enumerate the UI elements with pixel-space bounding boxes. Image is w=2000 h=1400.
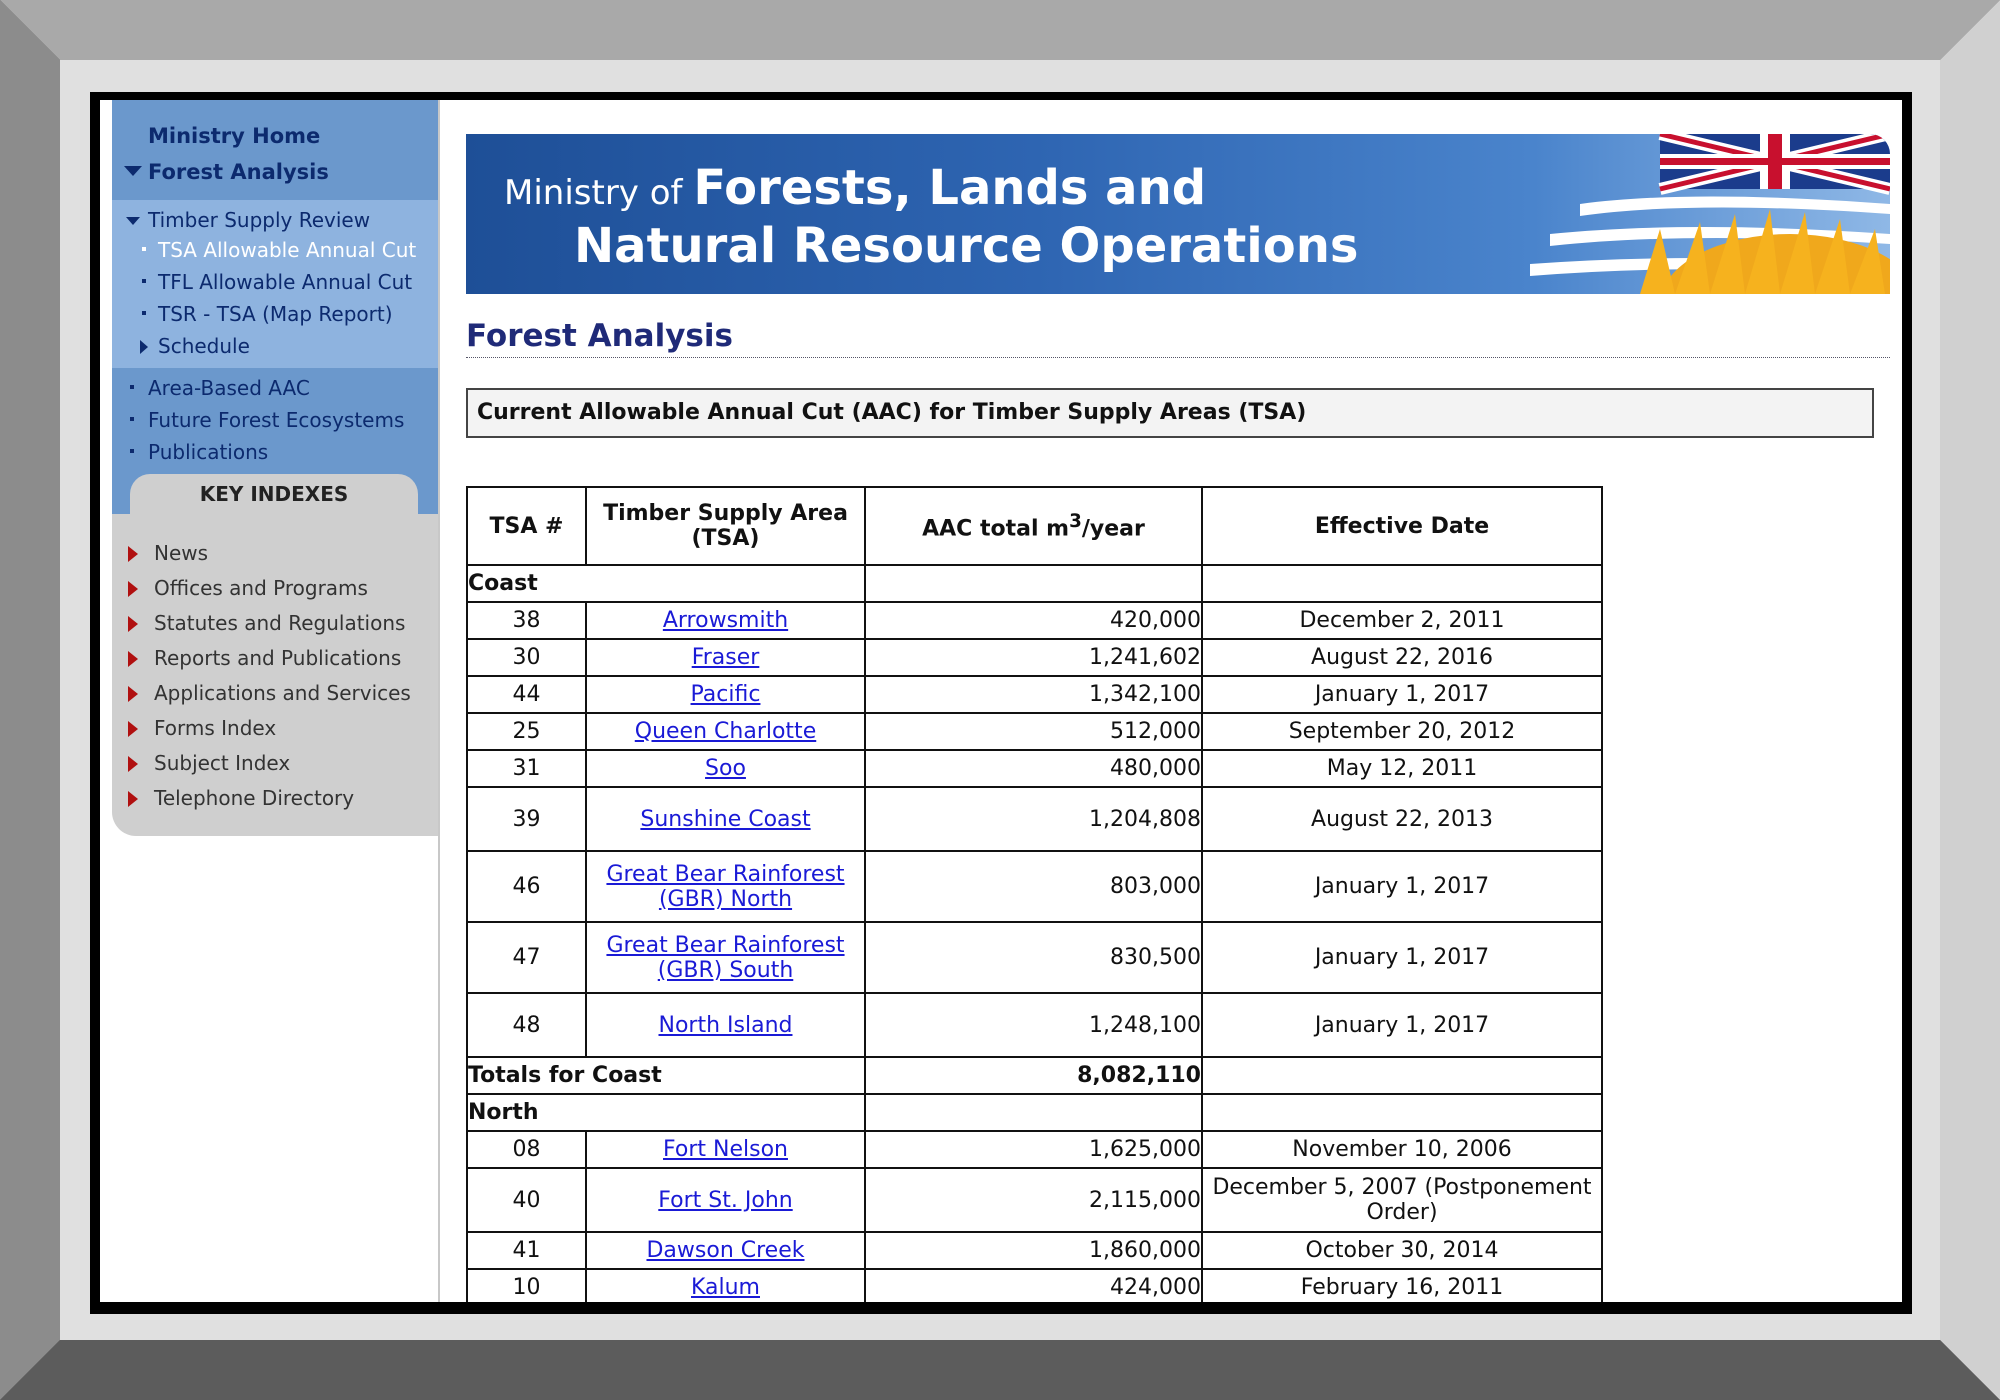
cell-date: January 1, 2017	[1202, 922, 1602, 993]
cell-date: January 1, 2017	[1202, 993, 1602, 1057]
sidebar-item-publications[interactable]	[112, 436, 438, 468]
arrow-right-icon	[128, 791, 138, 807]
cell-area-name	[586, 602, 865, 639]
tsa-link[interactable]: Fort St. John	[658, 1187, 793, 1213]
key-index-applications[interactable]	[112, 676, 438, 711]
cell-tsa-number: 08	[467, 1131, 586, 1168]
caret-down-icon	[126, 217, 140, 225]
key-index-label: Offices and Programs	[154, 576, 368, 600]
key-index-label: Subject Index	[154, 751, 291, 775]
sidebar-item-label: Schedule	[158, 334, 250, 358]
tsa-link[interactable]: Dawson Creek	[646, 1238, 805, 1263]
table-row	[467, 922, 1602, 993]
bullet-icon	[130, 417, 134, 421]
sidebar-subnav	[112, 200, 438, 368]
key-index-label: Forms Index	[154, 716, 277, 740]
sidebar-item-tfl-aac[interactable]	[112, 266, 438, 298]
page-title: Forest Analysis	[466, 318, 733, 354]
caret-right-icon	[140, 340, 148, 354]
cell-area-name	[586, 787, 865, 851]
tsa-link[interactable]: Kalum	[690, 1275, 760, 1300]
cell-tsa-number: 40	[467, 1168, 586, 1232]
key-index-label: News	[154, 541, 209, 565]
key-index-label: Statutes and Regulations	[154, 611, 406, 635]
sidebar-nav-secondary	[112, 368, 438, 474]
tsa-link[interactable]: Pacific	[690, 682, 761, 707]
cell-date: September 20, 2012	[1202, 713, 1602, 750]
banner-line-1	[504, 160, 1206, 216]
sidebar-nav	[112, 100, 438, 200]
tsa-link[interactable]: Queen Charlotte	[634, 719, 817, 744]
group-label: North	[467, 1094, 865, 1131]
web-page	[100, 100, 1902, 1302]
key-indexes-title: KEY INDEXES	[130, 474, 418, 514]
table-row	[467, 639, 1602, 676]
frame-right	[1940, 0, 2000, 1400]
group-row-coast	[467, 565, 1602, 602]
table-header-row	[467, 487, 1602, 565]
key-index-news[interactable]	[112, 536, 438, 571]
header-timber-supply-area: Timber Supply Area (TSA)	[586, 487, 865, 565]
table-row	[467, 676, 1602, 713]
cell-area-name	[586, 851, 865, 922]
totals-label: Totals for Coast	[467, 1057, 865, 1094]
arrow-right-icon	[128, 686, 138, 702]
key-indexes-panel	[112, 514, 438, 836]
arrow-right-icon	[128, 721, 138, 737]
cell-aac: 1,248,100	[865, 993, 1202, 1057]
frame-left	[0, 0, 60, 1400]
cell-aac: 830,500	[865, 922, 1202, 993]
cell-date: May 12, 2011	[1202, 750, 1602, 787]
sidebar-item-label: Forest Analysis	[148, 160, 329, 184]
cell-area-name	[586, 750, 865, 787]
arrow-right-icon	[128, 756, 138, 772]
cell-tsa-number: 44	[467, 676, 586, 713]
table-row	[467, 1232, 1602, 1269]
header-aac-total	[865, 487, 1202, 565]
sidebar-divider	[438, 100, 440, 1302]
banner-title-1: Forests, Lands and	[693, 160, 1207, 216]
cell-date: December 2, 2011	[1202, 602, 1602, 639]
cell-tsa-number: 31	[467, 750, 586, 787]
tsa-link[interactable]: North Island	[658, 1012, 793, 1038]
arrow-right-icon	[128, 651, 138, 667]
cell-aac: 512,000	[865, 713, 1202, 750]
key-index-forms[interactable]	[112, 711, 438, 746]
header-aac-sup: 3	[1069, 510, 1082, 532]
table-row	[467, 1269, 1602, 1302]
sidebar-item-timber-supply-review[interactable]	[112, 206, 438, 234]
sidebar-item-future-forest[interactable]	[112, 404, 438, 436]
cell-aac: 1,860,000	[865, 1232, 1202, 1269]
cell-area-name	[586, 639, 865, 676]
sidebar-item-label: Timber Supply Review	[148, 208, 371, 232]
sidebar-item-schedule[interactable]	[112, 330, 438, 362]
bullet-icon	[130, 385, 134, 389]
empty-cell	[865, 1094, 1202, 1131]
sidebar-item-label: Ministry Home	[148, 124, 321, 148]
cell-date: August 22, 2016	[1202, 639, 1602, 676]
frame-top	[0, 0, 2000, 60]
cell-aac: 1,625,000	[865, 1131, 1202, 1168]
tsa-link[interactable]: Great Bear Rainforest (GBR) South	[606, 932, 845, 983]
key-index-offices[interactable]	[112, 571, 438, 606]
tsa-link[interactable]: Fort Nelson	[663, 1137, 788, 1162]
cell-date: February 16, 2011	[1202, 1269, 1602, 1302]
banner-title-2: Natural Resource Operations	[574, 218, 1359, 274]
cell-aac: 424,000	[865, 1269, 1202, 1302]
empty-cell	[1202, 1057, 1602, 1094]
sidebar	[112, 100, 438, 1302]
cell-aac: 1,241,602	[865, 639, 1202, 676]
sidebar-item-tsr-map-report[interactable]	[112, 298, 438, 330]
cell-area-name	[586, 1168, 865, 1232]
key-index-label: Telephone Directory	[154, 786, 355, 810]
empty-cell	[1202, 565, 1602, 602]
cell-date: December 5, 2007 (Postponement Order)	[1202, 1168, 1602, 1232]
cell-date: October 30, 2014	[1202, 1232, 1602, 1269]
bullet-icon	[142, 247, 146, 251]
tsa-link[interactable]: Sunshine Coast	[640, 806, 811, 832]
cell-area-name	[586, 993, 865, 1057]
table-row	[467, 750, 1602, 787]
table-caption: Current Allowable Annual Cut (AAC) for Timber Supply Areas (TSA)	[466, 388, 1874, 438]
tsa-link[interactable]: Great Bear Rainforest (GBR) North	[606, 861, 845, 912]
cell-date: August 22, 2013	[1202, 787, 1602, 851]
cell-date: January 1, 2017	[1202, 851, 1602, 922]
tsa-link[interactable]: Arrowsmith	[662, 608, 789, 633]
table-row	[467, 1131, 1602, 1168]
sidebar-item-label: TFL Allowable Annual Cut	[158, 270, 413, 294]
key-index-label: Reports and Publications	[154, 646, 402, 670]
group-label: Coast	[467, 565, 865, 602]
bullet-icon	[142, 279, 146, 283]
ministry-banner	[466, 134, 1890, 294]
cell-area-name	[586, 676, 865, 713]
cell-area-name	[586, 1269, 865, 1302]
cell-aac: 1,204,808	[865, 787, 1202, 851]
cell-area-name	[586, 922, 865, 993]
table-row	[467, 1168, 1602, 1232]
cell-tsa-number: 38	[467, 602, 586, 639]
bc-flag-icon	[1490, 134, 1890, 294]
cell-tsa-number: 47	[467, 922, 586, 993]
key-index-subject[interactable]	[112, 746, 438, 781]
sidebar-item-label: TSR - TSA (Map Report)	[158, 302, 393, 326]
key-index-reports[interactable]	[112, 641, 438, 676]
cell-aac: 2,115,000	[865, 1168, 1202, 1232]
sidebar-item-ministry-home[interactable]	[112, 118, 438, 154]
header-tsa-number: TSA #	[467, 487, 586, 565]
cell-area-name	[586, 1232, 865, 1269]
table-row	[467, 851, 1602, 922]
key-indexes-header-wrap	[112, 474, 438, 514]
empty-cell	[1202, 1094, 1602, 1131]
cell-date: January 1, 2017	[1202, 676, 1602, 713]
arrow-right-icon	[128, 616, 138, 632]
cell-aac: 480,000	[865, 750, 1202, 787]
sidebar-item-label: Publications	[148, 440, 269, 464]
tsa-link[interactable]: Fraser	[691, 645, 760, 670]
key-index-telephone[interactable]	[112, 781, 438, 816]
caret-down-icon	[124, 166, 142, 176]
cell-tsa-number: 39	[467, 787, 586, 851]
totals-value: 8,082,110	[865, 1057, 1202, 1094]
header-effective-date: Effective Date	[1202, 487, 1602, 565]
sidebar-item-forest-analysis[interactable]	[112, 154, 438, 190]
frame-bottom	[0, 1340, 2000, 1400]
cell-tsa-number: 25	[467, 713, 586, 750]
cell-aac: 1,342,100	[865, 676, 1202, 713]
arrow-right-icon	[128, 581, 138, 597]
group-row-north	[467, 1094, 1602, 1131]
totals-row-coast	[467, 1057, 1602, 1094]
bullet-icon	[130, 449, 134, 453]
sidebar-item-label: TSA Allowable Annual Cut	[158, 238, 417, 262]
key-index-label: Applications and Services	[154, 681, 411, 705]
sidebar-item-tsa-aac[interactable]	[112, 234, 438, 266]
bullet-icon	[142, 311, 146, 315]
cell-tsa-number: 30	[467, 639, 586, 676]
cell-date: November 10, 2006	[1202, 1131, 1602, 1168]
header-aac-suffix: /year	[1081, 516, 1145, 542]
table-row	[467, 787, 1602, 851]
table-row	[467, 993, 1602, 1057]
banner-prefix: Ministry of	[504, 173, 683, 213]
arrow-right-icon	[128, 546, 138, 562]
cell-tsa-number: 46	[467, 851, 586, 922]
table-row	[467, 713, 1602, 750]
tsa-link[interactable]: Soo	[705, 756, 746, 781]
cell-area-name	[586, 1131, 865, 1168]
key-index-statutes[interactable]	[112, 606, 438, 641]
sidebar-item-label: Area-Based AAC	[148, 376, 310, 400]
header-aac-label: AAC total m	[922, 516, 1070, 542]
cell-tsa-number: 48	[467, 993, 586, 1057]
cell-area-name	[586, 713, 865, 750]
table-row	[467, 602, 1602, 639]
title-divider	[466, 357, 1890, 358]
cell-aac: 420,000	[865, 602, 1202, 639]
empty-cell	[865, 565, 1202, 602]
aac-table	[466, 486, 1603, 1302]
sidebar-item-label: Future Forest Ecosystems	[148, 408, 405, 432]
cell-tsa-number: 41	[467, 1232, 586, 1269]
cell-aac: 803,000	[865, 851, 1202, 922]
cell-tsa-number: 10	[467, 1269, 586, 1302]
sidebar-item-area-based-aac[interactable]	[112, 372, 438, 404]
